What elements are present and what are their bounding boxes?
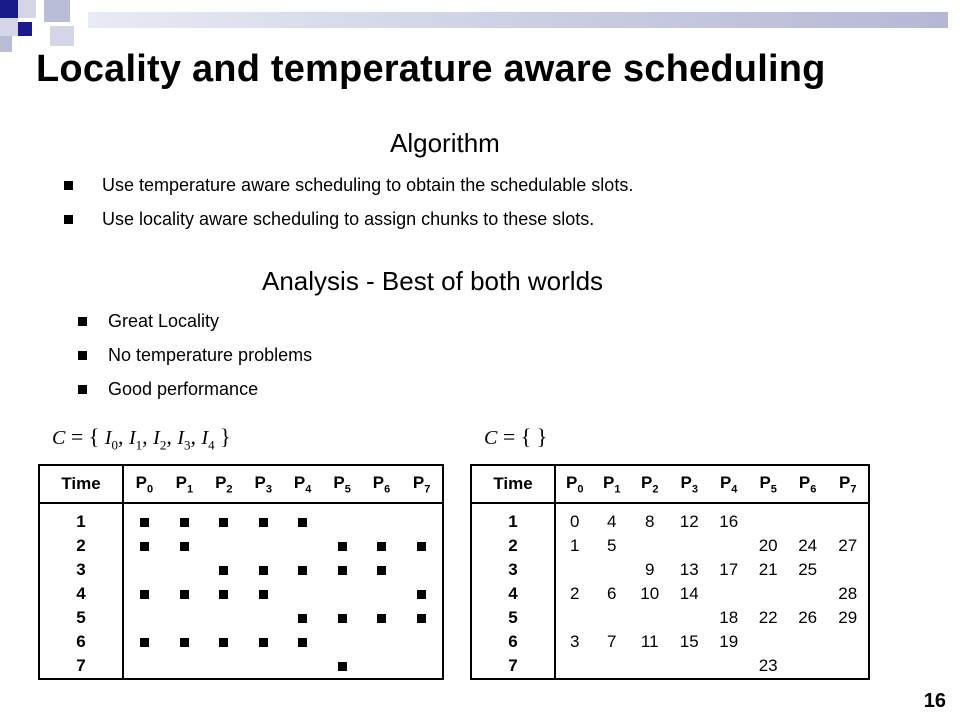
chunk-cell: 2: [570, 584, 580, 603]
analysis-heading: Analysis - Best of both worlds: [262, 266, 604, 296]
chunk-cell: 27: [838, 536, 858, 555]
schedulable-slot-mark: [219, 590, 228, 599]
table-row: [39, 582, 443, 606]
set-item-base: I: [104, 427, 112, 449]
chunk-cell: 3: [570, 632, 580, 651]
chunk-cell: [594, 558, 630, 582]
processor-header: $P_6$: [362, 465, 401, 503]
chunk-cell: 16: [719, 512, 739, 531]
slot-cell: [204, 582, 243, 606]
set-item: [201, 424, 215, 453]
schedulable-slot-mark: [298, 566, 307, 575]
slot-cell: [283, 503, 322, 534]
chunk-cell: 0: [570, 512, 580, 531]
chunk-cell: [827, 503, 869, 534]
schedulable-slot-mark: [377, 542, 386, 551]
slot-cell: [204, 558, 243, 582]
processor-header: $P_1$: [165, 465, 204, 503]
slot-cell: [322, 654, 361, 679]
set-symbol: C: [52, 427, 66, 449]
schedulable-slot-mark: [140, 518, 149, 527]
right-set-label: [484, 424, 547, 450]
processor-header: $P_4$: [283, 465, 322, 503]
slot-cell: [401, 534, 443, 558]
schedulable-slot-mark: [219, 638, 228, 647]
slot-cell: [165, 606, 204, 630]
chunk-cell: [594, 606, 630, 630]
slide-title: Locality and temperature aware scheduling: [36, 48, 826, 90]
time-cell: 2: [39, 534, 123, 558]
slot-cell: [401, 558, 443, 582]
chunk-cell: [669, 534, 708, 558]
schedulable-slot-mark: [259, 518, 268, 527]
slot-cell: [165, 534, 204, 558]
slot-cell: [244, 558, 283, 582]
schedulable-slot-mark: [259, 566, 268, 575]
slot-cell: [362, 558, 401, 582]
chunk-cell: [788, 630, 827, 654]
decor-square: [44, 0, 70, 22]
slot-cell: [165, 630, 204, 654]
algorithm-bullet: Use locality aware scheduling to assign chunks to these slots.: [64, 202, 633, 236]
set-item-base: I: [128, 427, 136, 449]
set-item-base: I: [153, 427, 160, 449]
chunk-cell: 29: [838, 608, 858, 627]
chunk-cell: [788, 582, 827, 606]
chunk-cell: 12: [679, 512, 699, 531]
schedulable-slot-mark: [417, 542, 426, 551]
chunk-cell: [630, 534, 669, 558]
slot-cell: [244, 654, 283, 679]
chunk-cell: 20: [758, 536, 778, 555]
algorithm-heading: Algorithm: [390, 128, 500, 158]
chunk-cell: 13: [679, 560, 699, 579]
time-cell: 5: [471, 606, 555, 630]
schedulable-slot-mark: [338, 542, 347, 551]
left-schedule-table: [38, 464, 444, 680]
set-item: [153, 424, 167, 453]
processor-header: $P_2$: [630, 465, 669, 503]
table-row: [39, 630, 443, 654]
slot-cell: [283, 534, 322, 558]
table-row: [39, 558, 443, 582]
schedulable-slot-mark: [180, 542, 189, 551]
slot-cell: [204, 534, 243, 558]
chunk-cell: 5: [607, 536, 617, 555]
slot-cell: [362, 534, 401, 558]
chunk-cell: 14: [679, 584, 699, 603]
processor-header: $P_0$: [555, 465, 594, 503]
chunk-cell: 24: [798, 536, 818, 555]
table-row: [471, 534, 869, 558]
processor-header: $P_6$: [788, 465, 827, 503]
set-item-sub: 2: [159, 437, 167, 453]
chunk-cell: 4: [607, 512, 617, 531]
slot-cell: [322, 558, 361, 582]
algorithm-bullet: Use temperature aware scheduling to obtain the schedulable slots.: [64, 168, 633, 202]
slot-cell: [401, 630, 443, 654]
table-row: [39, 503, 443, 534]
schedulable-slot-mark: [417, 614, 426, 623]
schedulable-slot-mark: [377, 614, 386, 623]
slot-cell: [123, 630, 165, 654]
time-cell: 2: [471, 534, 555, 558]
table-header-row: [471, 465, 869, 503]
chunk-cell: [555, 606, 594, 630]
analysis-bullet: No temperature problems: [78, 338, 312, 372]
table-header-row: [39, 465, 443, 503]
slot-cell: [165, 503, 204, 534]
slot-cell: [244, 630, 283, 654]
chunk-cell: [788, 503, 827, 534]
time-cell: 4: [471, 582, 555, 606]
schedulable-slot-mark: [180, 638, 189, 647]
slot-cell: [204, 606, 243, 630]
chunk-cell: [709, 534, 748, 558]
processor-header: $P_1$: [594, 465, 630, 503]
time-cell: 3: [471, 558, 555, 582]
slot-cell: [283, 558, 322, 582]
set-item-sub: 3: [184, 437, 191, 453]
slot-cell: [165, 582, 204, 606]
table-row: [39, 534, 443, 558]
slot-cell: [123, 606, 165, 630]
decor-square: [18, 0, 36, 18]
slot-cell: [283, 606, 322, 630]
chunk-cell: [748, 630, 787, 654]
processor-header: $P_7$: [401, 465, 443, 503]
slot-cell: [322, 503, 361, 534]
slot-cell: [244, 582, 283, 606]
chunk-cell: 8: [644, 512, 655, 531]
set-item-base: I: [177, 427, 184, 449]
set-eq: = { }: [502, 424, 548, 449]
schedulable-slot-mark: [180, 518, 189, 527]
analysis-bullet: Good performance: [78, 372, 312, 406]
table-body: [39, 503, 443, 679]
chunk-cell: 10: [640, 584, 660, 603]
slot-cell: [322, 630, 361, 654]
slot-cell: [165, 558, 204, 582]
chunk-cell: [555, 654, 594, 679]
time-header: Time: [471, 465, 555, 503]
schedulable-slot-mark: [180, 590, 189, 599]
set-close: }: [220, 424, 231, 449]
decor-square: [0, 0, 18, 18]
chunk-cell: 9: [644, 560, 655, 579]
slot-cell: [322, 534, 361, 558]
schedulable-slot-mark: [377, 566, 386, 575]
decor-square: [18, 22, 32, 36]
schedulable-slot-mark: [140, 590, 149, 599]
time-header: Time: [39, 465, 123, 503]
processor-header: $P_2$: [204, 465, 243, 503]
processor-header: $P_3$: [244, 465, 283, 503]
slot-cell: [123, 534, 165, 558]
chunk-cell: [748, 582, 787, 606]
set-item-sub: 4: [208, 437, 215, 453]
right-schedule-table: [470, 464, 870, 680]
chunk-cell: 7: [607, 632, 617, 651]
slot-cell: [283, 582, 322, 606]
time-cell: 1: [39, 503, 123, 534]
slot-cell: [123, 654, 165, 679]
table-row: [39, 606, 443, 630]
chunk-cell: 21: [758, 560, 778, 579]
chunk-cell: 19: [719, 632, 739, 651]
chunk-cell: [594, 654, 630, 679]
left-set-label: [52, 424, 231, 453]
chunk-cell: [827, 654, 869, 679]
slot-cell: [123, 558, 165, 582]
chunk-cell: [630, 654, 669, 679]
time-cell: 7: [39, 654, 123, 679]
slot-cell: [204, 630, 243, 654]
set-items: $I_0$, $I_1$, $I_2$, $I_3$, $I_4$: [104, 424, 215, 453]
table-row: [471, 654, 869, 679]
processor-header: $P_5$: [322, 465, 361, 503]
schedulable-slot-mark: [140, 638, 149, 647]
processor-header: $P_5$: [748, 465, 787, 503]
schedulable-slot-mark: [338, 662, 347, 671]
chunk-cell: [709, 654, 748, 679]
schedulable-slot-mark: [298, 614, 307, 623]
slot-cell: [204, 503, 243, 534]
set-item-sub: 0: [111, 437, 118, 453]
analysis-bullet: Great Locality: [78, 304, 312, 338]
set-item: [128, 424, 143, 453]
schedulable-slot-mark: [298, 638, 307, 647]
slot-cell: [362, 654, 401, 679]
title-bar-decoration: [88, 12, 948, 28]
chunk-cell: [669, 606, 708, 630]
schedulable-slot-mark: [219, 518, 228, 527]
schedulable-slot-mark: [338, 566, 347, 575]
slot-cell: [283, 630, 322, 654]
chunk-cell: [788, 654, 827, 679]
processor-header: $P_0$: [123, 465, 165, 503]
schedulable-slot-mark: [298, 518, 307, 527]
chunk-cell: 11: [640, 632, 659, 651]
processor-header: $P_3$: [669, 465, 708, 503]
algorithm-bullets: [64, 168, 633, 236]
set-eq: = {: [70, 424, 100, 449]
slot-cell: [401, 582, 443, 606]
slot-cell: [362, 630, 401, 654]
decor-square: [0, 36, 12, 52]
chunk-cell: [630, 606, 669, 630]
chunk-cell: 18: [719, 608, 739, 627]
set-item: [177, 424, 191, 453]
time-cell: 7: [471, 654, 555, 679]
slot-cell: [244, 503, 283, 534]
decor-square: [0, 18, 18, 36]
slot-cell: [204, 654, 243, 679]
table-row: [471, 503, 869, 534]
chunk-cell: 17: [719, 560, 739, 579]
chunk-cell: [669, 654, 708, 679]
set-item-sub: 1: [135, 437, 143, 453]
time-cell: 6: [39, 630, 123, 654]
chunk-cell: 25: [798, 560, 818, 579]
slot-cell: [123, 582, 165, 606]
chunk-cell: [827, 558, 869, 582]
set-symbol: C: [484, 427, 498, 449]
slot-cell: [362, 503, 401, 534]
chunk-cell: 26: [798, 608, 818, 627]
slot-cell: [244, 606, 283, 630]
chunk-cell: 1: [570, 536, 580, 555]
time-cell: 3: [39, 558, 123, 582]
slot-cell: [401, 503, 443, 534]
slot-cell: [322, 582, 361, 606]
table-row: [471, 582, 869, 606]
slot-cell: [362, 606, 401, 630]
processor-header: $P_4$: [709, 465, 748, 503]
slot-cell: [165, 654, 204, 679]
table-body: [471, 503, 869, 679]
schedulable-slot-mark: [417, 590, 426, 599]
slot-cell: [401, 606, 443, 630]
chunk-cell: [748, 503, 787, 534]
chunk-cell: [555, 558, 594, 582]
slot-cell: [322, 606, 361, 630]
slot-cell: [362, 582, 401, 606]
table-row: [471, 606, 869, 630]
analysis-bullets: [78, 304, 312, 406]
decor-square: [50, 26, 74, 46]
slot-cell: [283, 654, 322, 679]
chunk-cell: 6: [607, 584, 617, 603]
schedulable-slot-mark: [259, 638, 268, 647]
chunk-cell: [709, 582, 748, 606]
chunk-cell: [827, 630, 869, 654]
table-row: [471, 630, 869, 654]
set-item: [104, 424, 118, 453]
chunk-cell: 23: [758, 656, 778, 675]
chunk-cell: 22: [758, 608, 778, 627]
schedulable-slot-mark: [338, 614, 347, 623]
page-number: 16: [923, 690, 946, 712]
time-cell: 1: [471, 503, 555, 534]
table-row: [471, 558, 869, 582]
slot-cell: [244, 534, 283, 558]
schedulable-slot-mark: [259, 590, 268, 599]
chunk-cell: 28: [838, 584, 858, 603]
schedulable-slot-mark: [219, 566, 228, 575]
schedulable-slot-mark: [140, 542, 149, 551]
table-row: [39, 654, 443, 679]
time-cell: 5: [39, 606, 123, 630]
set-item-base: I: [201, 427, 209, 449]
slot-cell: [401, 654, 443, 679]
processor-header: $P_7$: [827, 465, 869, 503]
chunk-cell: 15: [679, 632, 699, 651]
time-cell: 6: [471, 630, 555, 654]
time-cell: 4: [39, 582, 123, 606]
slot-cell: [123, 503, 165, 534]
